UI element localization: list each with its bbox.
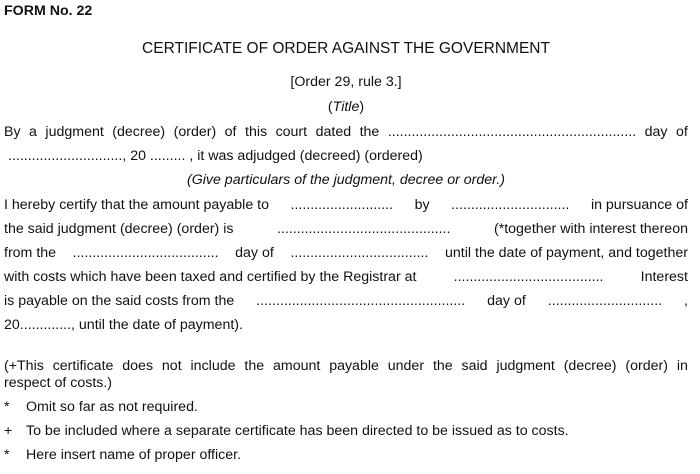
form-number: FORM No. 22	[4, 3, 93, 19]
note-line2: respect of costs.)	[4, 375, 113, 391]
footnote: * Omit so far as not required.	[4, 399, 198, 415]
title-placeholder: (Title)	[327, 99, 365, 115]
para1-instruction: (Give particulars of the judgment, decree or order.)	[186, 172, 506, 188]
certificate-title: CERTIFICATE OF ORDER AGAINST THE GOVERNMENT	[142, 40, 550, 57]
para1-line2: ............................., 20 ......... , it was adjudged (decreed) (ordered)	[8, 148, 423, 164]
para2-line3: from the ..................................... day of ................................... until the date of payment, and together	[4, 245, 688, 261]
para2-line6: 20............., until the date of payment).	[4, 317, 243, 333]
footnote: * Here insert name of proper officer.	[4, 447, 242, 463]
footnote: + To be included where a separate certificate has been directed to be issued as to costs.	[4, 423, 569, 439]
para2-line1: I hereby certify that the amount payable to .......................... by .............................. in pursuance of	[4, 197, 688, 213]
para2-line5: is payable on the said costs from the ..................................................... day of ............................. ,	[4, 293, 688, 309]
rule-reference: [Order 29, rule 3.]	[290, 74, 402, 90]
para2-line2: the said judgment (decree) (order) is ............................................ (*together with interest thereon	[4, 221, 688, 237]
para2-line4: with costs which have been taxed and certified by the Registrar at ...................................... Interest	[4, 269, 688, 285]
para1-line1: By a judgment (decree) (order) of this court dated the ............................................................... day of	[4, 124, 688, 140]
note-line1: (+This certificate does not include the amount payable under the said judgment (decree) (order) in	[4, 358, 688, 374]
